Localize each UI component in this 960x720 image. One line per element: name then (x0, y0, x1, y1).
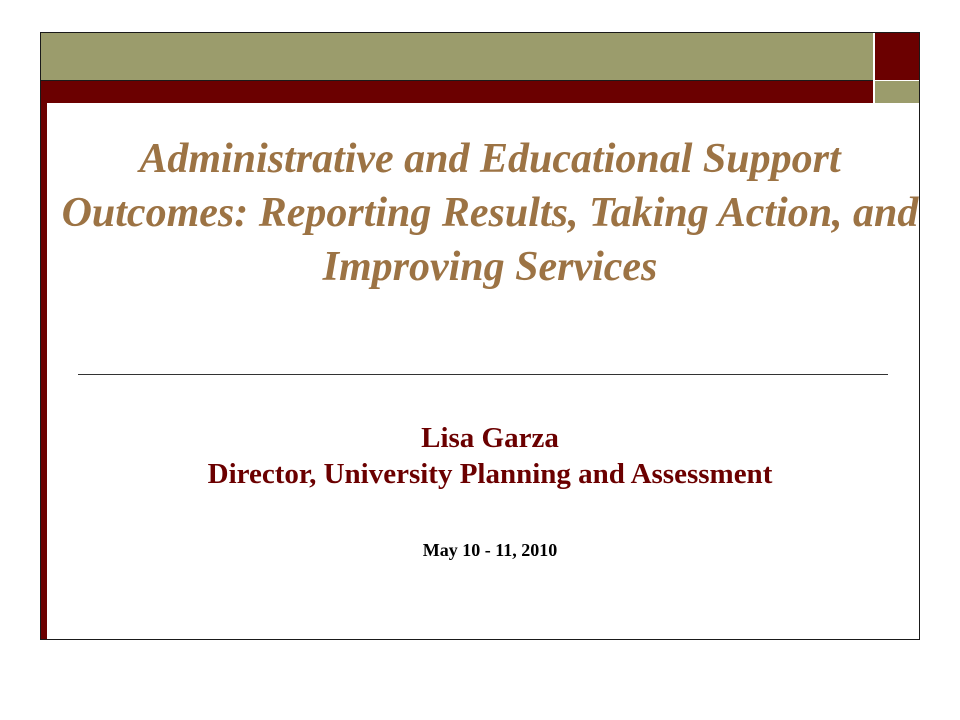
presenter-name: Lisa Garza (421, 422, 559, 454)
slide-title: Administrative and Educational Support Outcomes: Reporting Results, Taking Action, and Improving Services (61, 136, 919, 290)
corner-square-olive (875, 81, 919, 103)
presentation-date: May 10 - 11, 2010 (422, 540, 558, 560)
presenter-role: Director, University Planning and Assessment (207, 458, 773, 490)
title-divider (78, 374, 888, 375)
header-accent-bar (41, 81, 873, 103)
presenter-block (60, 420, 920, 492)
header-band (41, 33, 873, 81)
left-accent-bar (41, 81, 47, 639)
corner-square-maroon (875, 33, 919, 80)
